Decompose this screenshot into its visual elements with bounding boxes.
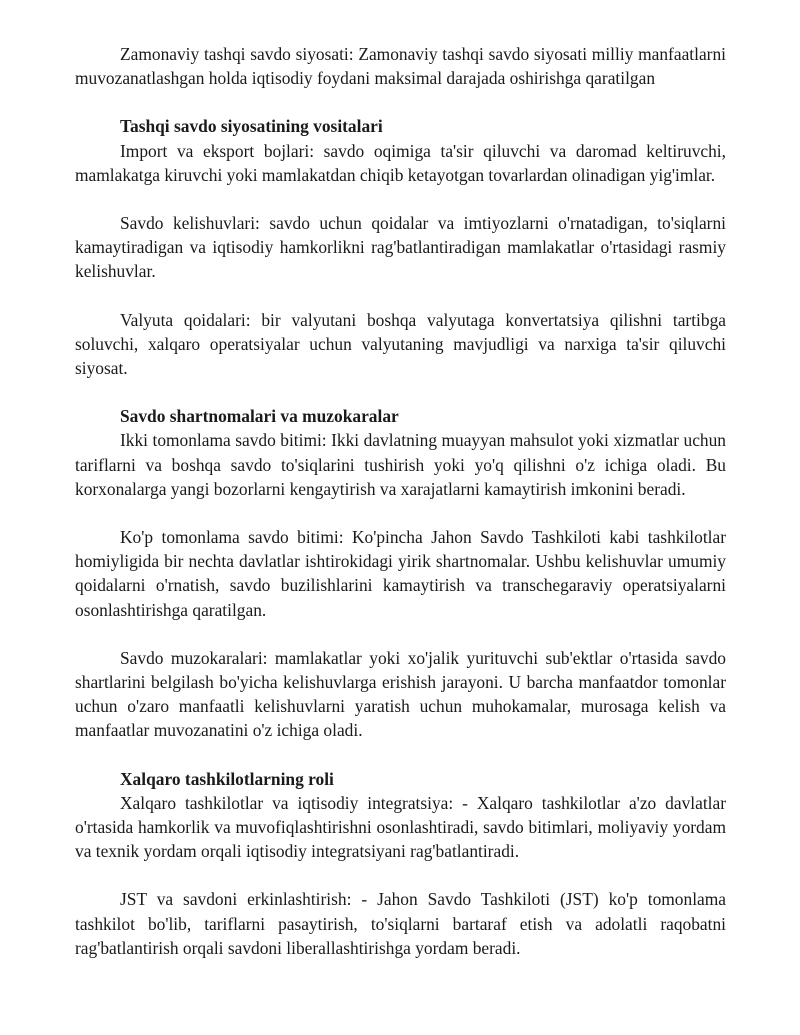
section-instruments <box>75 114 726 380</box>
section-heading: Tashqi savdo siyosatining vositalari <box>120 116 383 137</box>
document-page <box>75 42 726 984</box>
paragraph: Xalqaro tashkilotlar va iqtisodiy integratsiya: - Xalqaro tashkilotlar a'zo davlatlar o'rtasida hamkorlik va muvofiqlashtirishni osonlashtiradi, savdo bitimlari, moliyaviy yordam va texnik yordam orqali iqtisodiy integratsiyani rag'batlantiradi. <box>75 792 726 862</box>
paragraph: Ko'p tomonlama savdo bitimi: Ko'pincha Jahon Savdo Tashkiloti kabi tashkilotlar homiyligida bir nechta davlatlar ishtirokidagi yirik shartnomalar. Ushbu kelishuvlar umumiy qoidalarni o'rnatish, savdo buzilishlarini kamaytirish va transchegaraviy operatsiyalarni osonlashtirishga qaratilgan. <box>75 527 726 620</box>
paragraph: Savdo kelishuvlari: savdo uchun qoidalar va imtiyozlarni o'rnatadigan, to'siqlarni kamaytiradigan va iqtisodiy hamkorlikni rag'batlantiradigan mamlakatlar o'rtasidagi rasmiy kelishuvlar. <box>75 213 726 282</box>
section-agreements <box>75 404 726 742</box>
intro-paragraph: Zamonaviy tashqi savdo siyosati: Zamonaviy tashqi savdo siyosati milliy manfaatlarni muvozanatlashgan holda iqtisodiy foydani maksimal darajada oshirishga qaratilgan <box>75 44 726 89</box>
paragraph: Ikki tomonlama savdo bitimi: Ikki davlatning muayyan mahsulot yoki xizmatlar uchun tariflarni va boshqa savdo to'siqlarini tushirish yoki yo'q qilishni o'z ichiga oladi. Bu korxonalarga yangi bozorlarni kengaytirish va xarajatlarni kamaytirish imkonini beradi. <box>75 430 726 499</box>
paragraph: Savdo muzokaralari: mamlakatlar yoki xo'jalik yurituvchi sub'ektlar o'rtasida savdo shartlarini belgilash bo'yicha kelishuvlarga erishish jarayoni. U barcha manfaatdor tomonlar uchun o'zaro manfaatli kelishuvlarni yaratish uchun muhokamalar, murosaga kelish va manfaatlar muvozanatini o'z ichiga oladi. <box>75 647 726 741</box>
paragraph: JST va savdoni erkinlashtirish: - Jahon Savdo Tashkiloti (JST) ko'p tomonlama tashkilot bo'lib, tariflarni pasaytirish, to'siqlarni bartaraf etish va adolatli raqobatni rag'batlantirish orqali savdoni liberallashtirishga yordam beradi. <box>75 889 726 958</box>
section-heading: Savdo shartnomalari va muzokaralar <box>120 406 399 427</box>
paragraph: Valyuta qoidalari: bir valyutani boshqa valyutaga konvertatsiya qilishni tartibga soluvchi, xalqaro operatsiyalar uchun valyutaning mavjudligi va narxiga ta'sir qiluvchi siyosat. <box>75 309 726 379</box>
section-organizations <box>75 767 726 960</box>
paragraph: Import va eksport bojlari: savdo oqimiga ta'sir qiluvchi va daromad keltiruvchi, mamlakatga kiruvchi yoki mamlakatdan chiqib ketayotgan tovarlardan olinadigan yig'imlar. <box>75 140 726 185</box>
section-heading: Xalqaro tashkilotlarning roli <box>120 768 334 789</box>
